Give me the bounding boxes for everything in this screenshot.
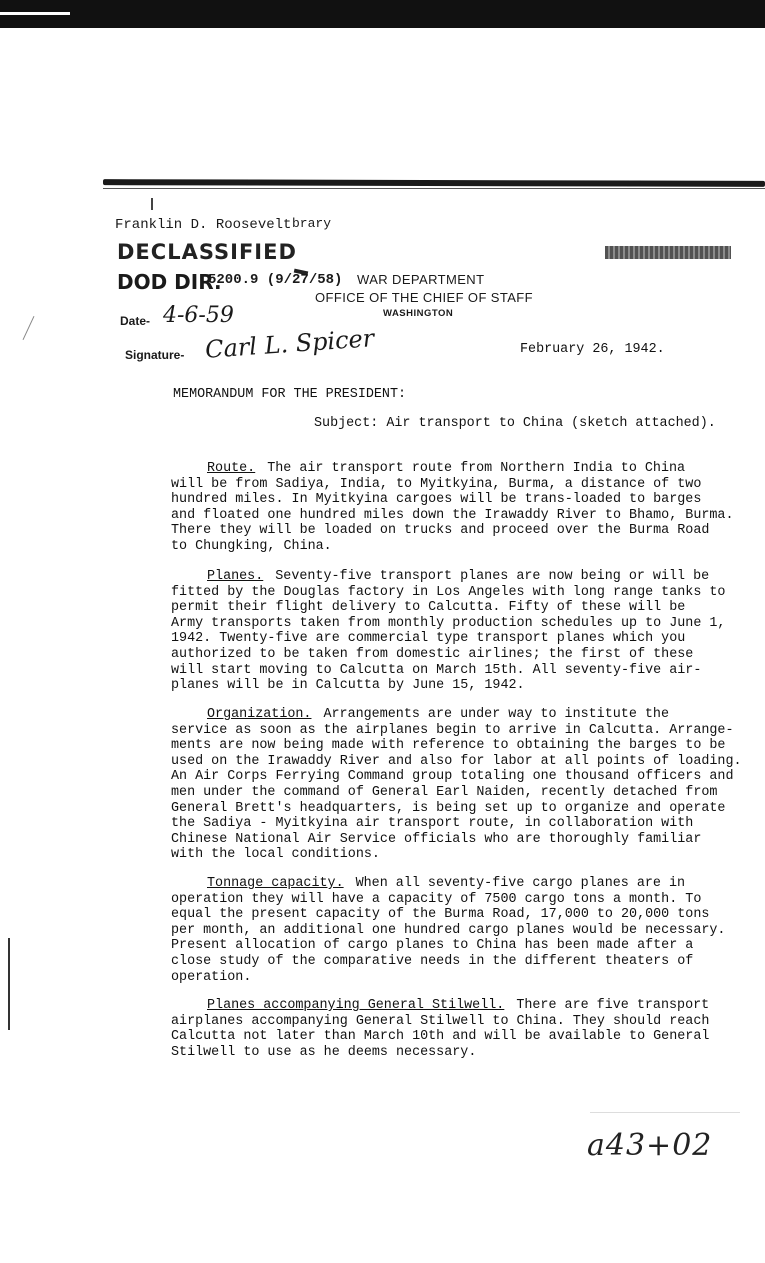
paragraph-line: An Air Corps Ferrying Command group totaling one thousand officers and [171,769,734,785]
paragraph-line: Present allocation of cargo planes to China has been made after a [171,938,694,954]
scan-top-border [0,0,765,28]
declassified-stamp: DECLASSIFIED [117,240,297,264]
paragraph-line: will be from Sadiya, India, to Myitkyina, Burma, a distance of two [171,476,702,492]
paragraph-line [171,876,716,892]
paragraph-line [171,707,716,723]
letterhead-office: OFFICE OF THE CHIEF OF STAFF [315,290,533,305]
paragraph-text: When all seventy-five cargo planes are in [355,876,686,891]
paragraph-line: fitted by the Douglas factory in Los Angeles with long range tanks to [171,584,726,600]
paragraph-line: service as soon as the airplanes begin to arrive in Calcutta. Arrange- [171,722,734,738]
paragraph-line: General Brett's headquarters, is being set up to organize and operate [171,800,726,816]
paragraph-line [171,569,716,585]
paragraph-line: with the local conditions. [171,847,380,863]
letterhead-department: WAR DEPARTMENT [357,272,485,287]
paragraph-line: will start moving to Calcutta on March 15th. All seventy-five air- [171,662,702,678]
paragraph-line [171,998,716,1014]
paragraph-line: Army transports taken from monthly production schedules up to June 1, [171,615,726,631]
paragraph-line: to Chungking, China. [171,538,332,554]
paragraph-line: permit their flight delivery to Calcutta. Fifty of these will be [171,600,686,616]
paragraph-heading: Organization. [207,707,312,722]
paragraph-general-stilwell [171,998,716,1060]
library-stamp: Franklin D. Roosevelt [115,217,292,233]
paragraph-organization [171,707,742,863]
paragraph-line: equal the present capacity of the Burma Road, 17,000 to 20,000 tons [171,907,710,923]
paragraph-line: close study of the comparative needs in the different theaters of [171,953,694,969]
paragraph-line: used on the Irawaddy River and also for labor at all points of loading. [171,753,742,769]
paragraph-route [171,461,734,555]
dod-directive-number: 5200.9 (9/27/58) [208,272,343,288]
paragraph-line: authorized to be taken from domestic airlines; the first of these [171,646,694,662]
paragraph-line: planes will be in Calcutta by June 15, 1942. [171,678,525,694]
paragraph-line: and floated one hundred miles down the Irawaddy River to Bhamo, Burma. [171,507,734,523]
memo-date: February 26, 1942. [520,342,665,357]
paragraph-line: hundred miles. In Myitkyina cargoes will be trans-loaded to barges [171,492,702,508]
paragraph-heading: Planes accompanying General Stilwell. [207,998,505,1013]
stamp-date-handwritten: 4-6-59 [163,303,234,328]
paragraph-text: There are five transport [516,998,710,1013]
paragraph-text: Arrangements are under way to institute the [323,707,670,722]
paragraph-line: operation they will have a capacity of 7500 cargo tons a month. To [171,891,702,907]
stamp-date-label: Date- [120,314,151,328]
margin-line [8,938,10,1030]
paragraph-heading: Route. [207,461,256,476]
stamp-signature-label: Signature- [125,348,185,362]
paragraph-line: airplanes accompanying General Stilwell to China. They should reach [171,1013,710,1029]
letterhead-city: WASHINGTON [383,308,454,319]
paragraph-line: Chinese National Air Service officials who are thoroughly familiar [171,831,702,847]
memo-addressee: MEMORANDUM FOR THE PRESIDENT: [173,387,407,402]
faint-rule [590,1112,740,1113]
archive-id-handwritten: a43+02 [587,1128,713,1163]
scan-notch [0,12,70,15]
paragraph-line: per month, an additional one hundred cargo planes would be necessary. [171,922,726,938]
paragraph-heading: Tonnage capacity. [207,876,344,891]
paragraph-line [171,461,716,477]
paragraph-line: Calcutta not later than March 10th and will be available to General [171,1029,710,1045]
library-stamp-suffix: brary [292,216,332,231]
header-rule [103,179,765,187]
dod-directive-label: DOD DIR. [117,270,222,294]
paragraph-line: men under the command of General Earl Naiden, recently detached from [171,784,718,800]
paragraph-text: Seventy-five transport planes are now being or will be [275,569,710,584]
paragraph-line: operation. [171,969,252,985]
stamp-signature-handwritten: Carl L. Spicer [204,324,376,364]
margin-mark [23,316,35,340]
paragraph-planes [171,569,726,694]
paragraph-line: ments are now being made with reference to obtaining the barges to be [171,738,726,754]
paragraph-line: Stilwell to use as he deems necessary. [171,1044,477,1060]
pen-mark [151,198,153,210]
paragraph-line: There they will be loaded on trucks and proceed over the Burma Road [171,523,710,539]
paragraph-tonnage [171,876,726,985]
header-rule-thin [103,188,765,189]
memo-subject: Subject: Air transport to China (sketch attached). [314,416,716,431]
paragraph-heading: Planes. [207,569,264,584]
redacted-classification [605,246,731,259]
paragraph-line: the Sadiya - Myitkyina air transport route, in collaboration with [171,816,694,832]
paragraph-line: 1942. Twenty-five are commercial type transport planes which you [171,631,686,647]
paragraph-text: The air transport route from Northern India to China [267,461,686,476]
